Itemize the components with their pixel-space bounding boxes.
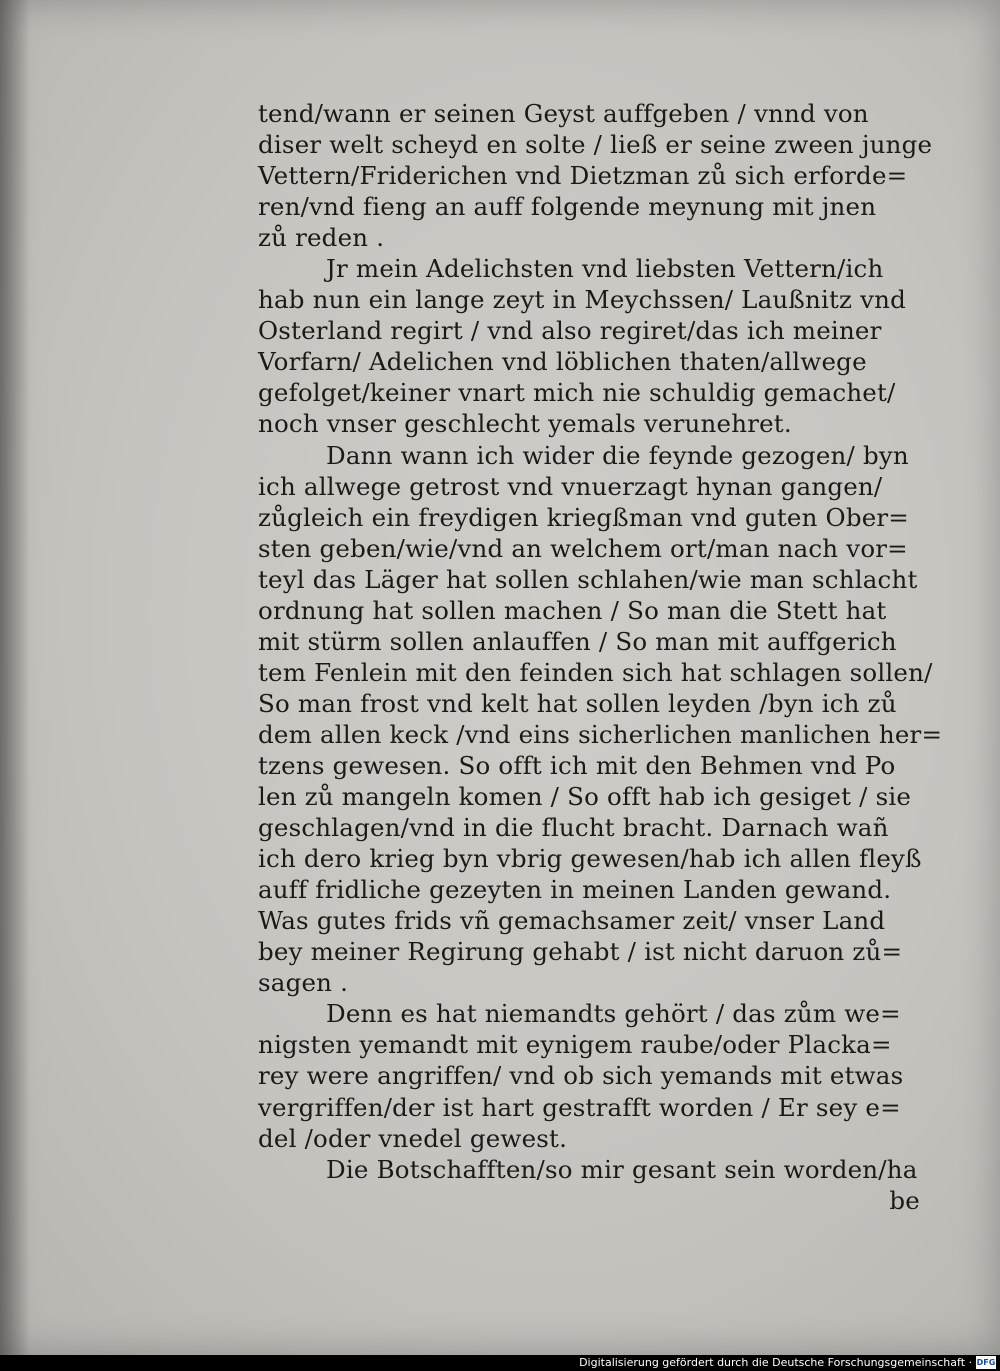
text-line: ordnung hat sollen machen / So man die Stett hat [258, 595, 887, 625]
catchword: be [889, 1185, 920, 1215]
text-line: zůgleich ein freydigen kriegßman vnd guten Ober= [258, 502, 910, 532]
text-line: auff fridliche gezeyten in meinen Landen gewand. [258, 875, 892, 905]
text-line: diser welt scheyd en solte / ließ er seine zween junge [258, 130, 933, 160]
text-line: Vorfarn/ Adelichen vnd löblichen thaten/allwege [258, 347, 867, 377]
text-line: ich dero krieg byn vbrig gewesen/hab ich allen fleyß [258, 844, 922, 874]
text-line: noch vnser geschlecht yemals verunehret. [258, 409, 792, 439]
text-line: Vettern/Friderichen vnd Dietzman zů sich erforde= [258, 161, 908, 191]
text-line: mit stürm sollen anlauffen / So man mit auffgerich [258, 626, 897, 656]
paragraph-start-line: Dann wann ich wider die feynde gezogen/ byn [326, 440, 909, 470]
funding-credit: Digitalisierung gefördert durch die Deutsche Forschungsgemeinschaft · [579, 1356, 972, 1369]
dfg-logo: DFG [976, 1358, 996, 1367]
text-line: sten geben/wie/vnd an welchem ort/man nach vor= [258, 533, 908, 563]
text-line: dem allen keck /vnd eins sicherlichen manlichen her= [258, 719, 943, 749]
text-line: tzens gewesen. So offt ich mit den Behmen vnd Po [258, 750, 896, 780]
paragraph-start-line: Denn es hat niemandts gehört / das zům we= [326, 999, 901, 1029]
text-line: nigsten yemandt mit eynigem raube/oder Plackа= [258, 1030, 892, 1060]
text-line: len zů mangeln komen / So offt hab ich gesiget / sie [258, 782, 912, 812]
text-line: Osterland regirt / vnd also regiret/das ich meiner [258, 316, 882, 346]
text-line: ich allwege getrost vnd vnuerzagt hynan gangen/ [258, 471, 883, 501]
text-line: tend/wann er seinen Geyst auffgeben / vnnd von [258, 99, 869, 128]
text-line: So man frost vnd kelt hat sollen leyden /byn ich zů [258, 688, 897, 718]
paragraph-start-line: Die Botschafften/so mir gesant sein worden/ha [326, 1154, 918, 1184]
text-line: tem Fenlein mit den feinden sich hat schlagen sollen/ [258, 657, 933, 687]
text-line: Was gutes frids vñ gemachsamer zeit/ vnser Land [258, 906, 886, 936]
text-line: hab nun ein lange zeyt in Meychssen/ Laußnitz vnd [258, 285, 907, 315]
text-line: zů reden . [258, 223, 385, 253]
text-line: rey were angriffen/ vnd ob sich yemands mit etwas [258, 1061, 904, 1091]
text-line: bey meiner Regirung gehabt / ist nicht daruon zů= [258, 937, 903, 967]
text-line: vergriffen/der ist hart gestrafft worden / Er sey e= [258, 1092, 901, 1122]
text-line: ren/vnd fieng an auff folgende meynung mit jnen [258, 192, 877, 222]
text-line: del /oder vnedel gewest. [258, 1123, 568, 1153]
text-line: sagen . [258, 968, 349, 998]
text-line: teyl das Läger hat sollen schlahen/wie man schlacht [258, 564, 918, 594]
page-text-block [258, 98, 943, 1216]
paragraph-start-line: Jr mein Adelichsten vnd liebsten Vettern/ich [326, 254, 884, 284]
text-line: geschlagen/vnd in die flucht bracht. Darnach wañ [258, 813, 889, 843]
page-gutter-shadow [0, 0, 30, 1355]
text-line: gefolget/keiner vnart mich nie schuldig gemachet/ [258, 378, 896, 408]
